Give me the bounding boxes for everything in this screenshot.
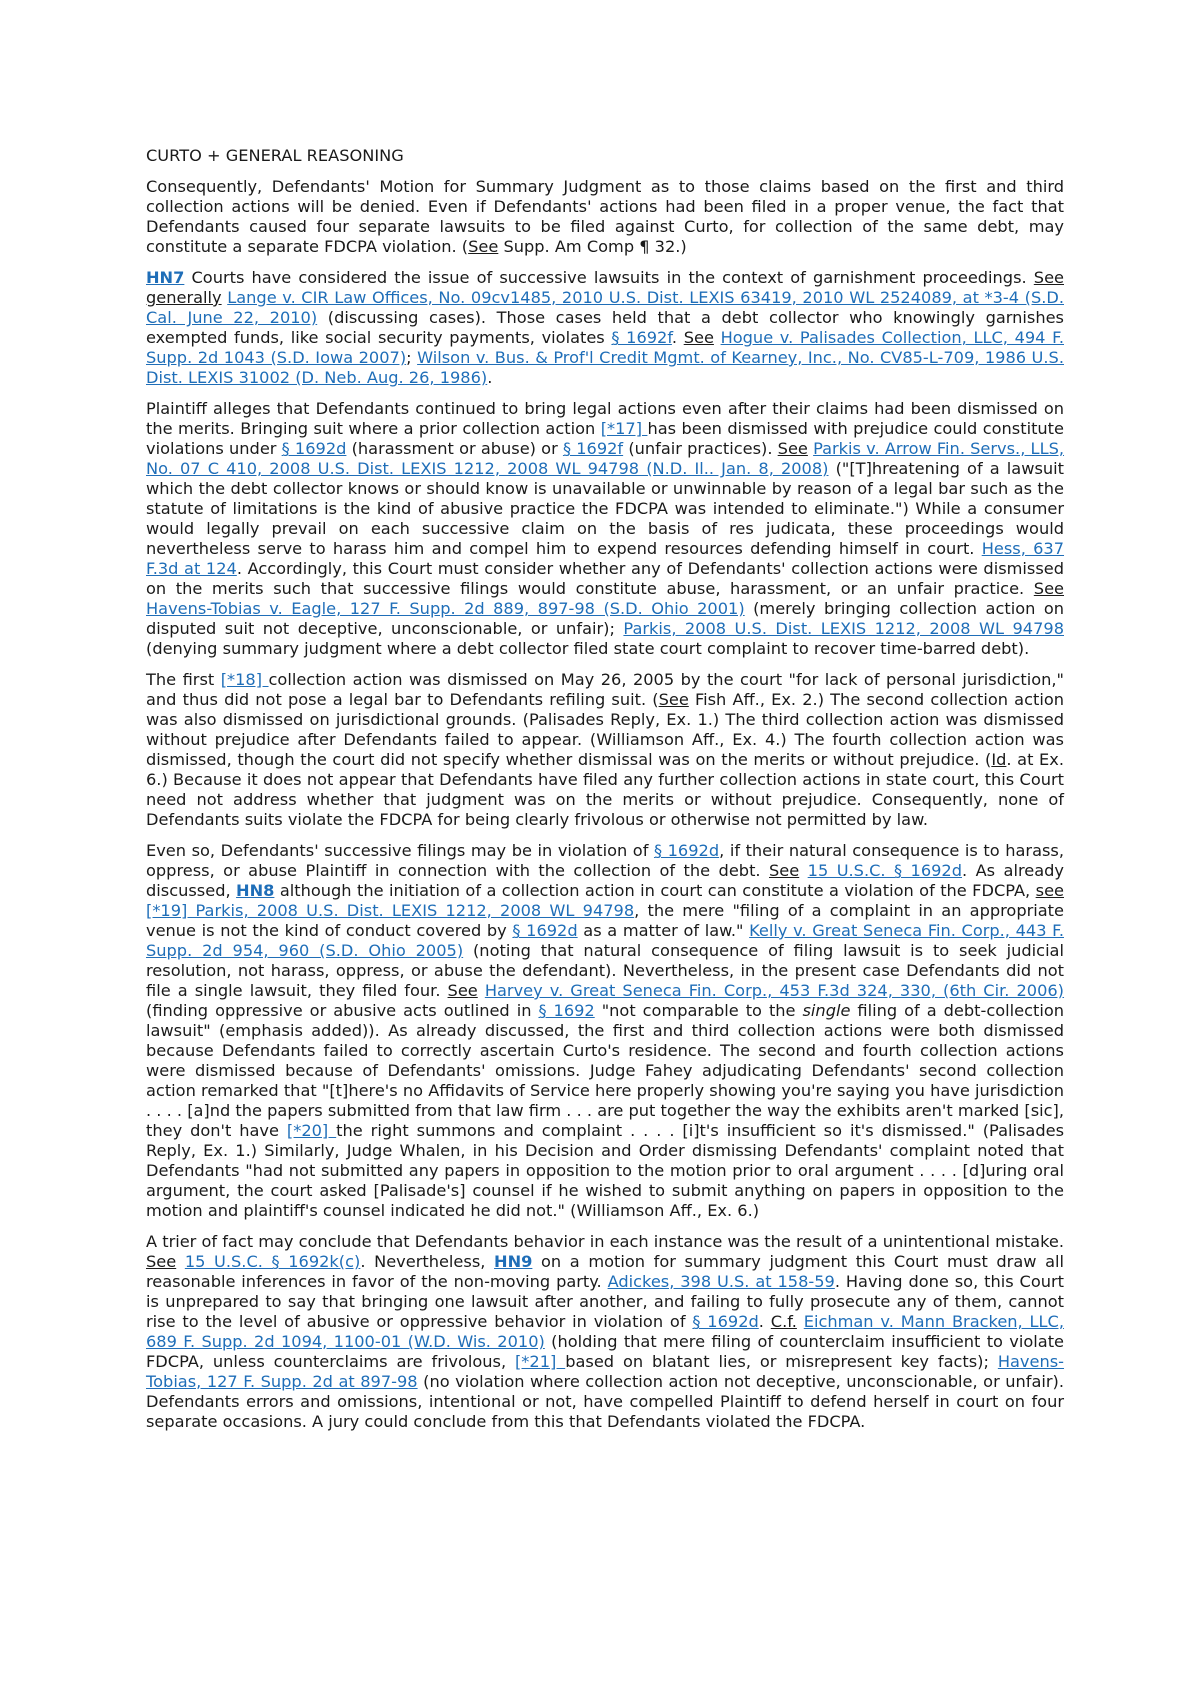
document-page [146,146,1064,1443]
section-heading: CURTO + GENERAL REASONING [146,146,404,165]
citation-link-havens-tobias[interactable]: Havens-Tobias v. Eagle, 127 F. Supp. 2d 889, 897-98 (S.D. Ohio 2001) [146,599,745,618]
statute-link-1692f[interactable]: § 1692f [562,439,624,458]
headnote-link-hn7[interactable]: HN7 [146,268,185,287]
citation-link-parkis-pin-19[interactable]: [*19] Parkis, 2008 U.S. Dist. LEXIS 1212, 2008 WL 94798 [146,901,635,920]
statute-link-1692[interactable]: § 1692 [538,1001,595,1020]
emphasis-single: single [802,1001,851,1020]
citation-link-adickes[interactable]: Adickes, 398 U.S. at 158-59 [607,1272,835,1291]
paragraph-1: Consequently, Defendants' Motion for Summary Judgment as to those claims based on the first and third collection actions will be denied. Even if Defendants' actions had been filed in a proper venue, the fact that Defendants caused four separate lawsuits to be filed against Curto, for collection of the same debt, may constitute a separate FDCPA violation. (See Supp. Am Comp ¶ 32.) [146,177,1064,256]
page-pin-link-20[interactable]: [*20] [286,1121,337,1140]
paragraph-4: The first [*18] collection action was dismissed on May 26, 2005 by the court "for lack of personal jurisdiction," and thus did not pose a legal bar to Defendants refiling suit. (See Fish Aff., Ex. 2.) The second collection action was also dismissed on jurisdictional grounds. (Palisades Reply, Ex. 1.) The third collection action was dismissed without prejudice after Defendants failed to appear. (Williamson Aff., Ex. 4.) The fourth collection action was dismissed, though the court did not specify whether dismissal was on the merits or without prejudice. (Id. at Ex. 6.) Because it does not appear that Defendants have filed any further collection actions in state court, this Court need not address whether that judgment was on the merits or without prejudice. Consequently, none of Defendants suits violate the FDCPA for being clearly frivolous or otherwise not permitted by law. [146,670,1065,829]
statute-link-1692f[interactable]: § 1692f [611,328,672,347]
signal-see: see [1035,881,1064,900]
signal-see: See [769,861,800,880]
statute-link-1692d[interactable]: § 1692d [281,439,347,458]
headnote-link-hn9[interactable]: HN9 [494,1252,533,1271]
citation-link-eichman[interactable]: Eichman v. Mann Bracken, LLC, 689 F. Supp. 2d 1094, 1100-01 (W.D. Wis. 2010) [146,1312,1064,1351]
signal-see: See [447,981,478,1000]
citation-link-hogue[interactable]: Hogue v. Palisades Collection, LLC, 494 F. Supp. 2d 1043 (S.D. Iowa 2007) [146,328,1064,367]
citation-link-lange[interactable]: Lange v. CIR Law Offices, No. 09cv1485, 2010 U.S. Dist. LEXIS 63419, 2010 WL 2524089, at *3-4 (S.D. Cal. June 22, 2010) [146,288,1064,327]
statute-link-1692d[interactable]: § 1692d [692,1312,759,1331]
signal-see: See [777,439,808,458]
citation-link-harvey[interactable]: Harvey v. Great Seneca Fin. Corp., 453 F.3d 324, 330, (6th Cir. 2006) [484,981,1065,1000]
signal-see: See [658,690,689,709]
citation-link-havens-tobias-short[interactable]: Havens-Tobias, 127 F. Supp. 2d at 897-98 [146,1352,1065,1391]
page-pin-link-18[interactable]: [*18] [220,670,269,689]
paragraph-5: Even so, Defendants' successive filings may be in violation of § 1692d, if their natural consequence is to harass, oppress, or abuse Plaintiff in connection with the collection of the debt. See 15 U.S.C. § 1692d. As already discussed, HN8 although the initiation of a collection action in court can constitute a violation of the FDCPA, see [*19] Parkis, 2008 U.S. Dist. LEXIS 1212, 2008 WL 94798, the mere "filing of a complaint in an appropriate venue is not the kind of conduct covered by § 1692d as a matter of law." Kelly v. Great Seneca Fin. Corp., 443 F. Supp. 2d 954, 960 (S.D. Ohio 2005) (noting that natural consequence of filing lawsuit is to seek judicial resolution, not harass, oppress, or abuse the defendant). Nevertheless, in the present case Defendants did not file a single lawsuit, they filed four. See Harvey v. Great Seneca Fin. Corp., 453 F.3d 324, 330, (6th Cir. 2006) (finding oppressive or abusive acts outlined in § 1692 "not comparable to the single filing of a debt-collection lawsuit" (emphasis added)). As already discussed, the first and third collection actions were both dismissed because Defendants failed to correctly ascertain Curto's residence. The second and fourth collection actions were dismissed because of Defendants' omissions. Judge Fahey adjudicating Defendants' second collection action remarked that "[t]here's no Affidavits of Service here properly showing you're saying you have jurisdiction . . . . [a]nd the papers submitted from that law firm . . . are put together the way the exhibits aren't marked [sic], they don't have [*20] the right summons and complaint . . . . [i]t's insufficient so it's dismissed." (Palisades Reply, Ex. 1.) Similarly, Judge Whalen, in his Decision and Order dismissing Defendants' complaint noted that Defendants "had not submitted any papers in opposition to the motion prior to oral argument . . . . [d]uring oral argument, the court asked [Palisade's] counsel if he wished to submit anything on papers in opposition to the motion and plaintiff's counsel indicated he did not." (Williamson Aff., Ex. 6.) [146,841,1065,1220]
citation-link-kelly[interactable]: Kelly v. Great Seneca Fin. Corp., 443 F. Supp. 2d 954, 960 (S.D. Ohio 2005) [146,921,1064,960]
page-pin-link-17[interactable]: [*17] [600,419,648,438]
signal-see: See [146,1252,177,1271]
citation-link-wilson[interactable]: Wilson v. Bus. & Prof'l Credit Mgmt. of Kearney, Inc., No. CV85-L-709, 1986 U.S. Dist. LEXIS 31002 (D. Neb. Aug. 26, 1986) [146,348,1064,387]
signal-see: See [468,237,499,256]
statute-link-1692d[interactable]: § 1692d [512,921,578,940]
statute-link-15-usc-1692d[interactable]: 15 U.S.C. § 1692d [807,861,962,880]
paragraph-2: HN7 Courts have considered the issue of successive lawsuits in the context of garnishment proceedings. See generally Lange v. CIR Law Offices, No. 09cv1485, 2010 U.S. Dist. LEXIS 63419, 2010 WL 2524089, at *3-4 (S.D. Cal. June 22, 2010) (discussing cases). Those cases held that a debt collector who knowingly garnishes exempted funds, like social security payments, violates § 1692f. See Hogue v. Palisades Collection, LLC, 494 F. Supp. 2d 1043 (S.D. Iowa 2007); Wilson v. Bus. & Prof'l Credit Mgmt. of Kearney, Inc., No. CV85-L-709, 1986 U.S. Dist. LEXIS 31002 (D. Neb. Aug. 26, 1986). [146,268,1064,387]
signal-see: See [683,328,714,347]
signal-cf: C.f. [770,1312,797,1331]
signal-id: Id [991,750,1007,769]
paragraph-3: Plaintiff alleges that Defendants continued to bring legal actions even after their claims had been dismissed on the merits. Bringing suit where a prior collection action [*17] has been dismissed with prejudice could constitute violations under § 1692d (harassment or abuse) or § 1692f (unfair practices). See Parkis v. Arrow Fin. Servs., LLS, No. 07 C 410, 2008 U.S. Dist. LEXIS 1212, 2008 WL 94798 (N.D. Il.. Jan. 8, 2008) ("[T]hreatening of a lawsuit which the debt collector knows or should know is unavailable or unwinnable by reason of a legal bar such as the statute of limitations is the kind of abusive practice the FDCPA was intended to eliminate.") While a consumer would legally prevail on each successive claim on the basis of res judicata, these proceedings would nevertheless serve to harass him and compel him to expend resources defending himself in court. Hess, 637 F.3d at 124. Accordingly, this Court must consider whether any of Defendants' collection actions were dismissed on the merits such that successive filings would constitute abuse, harassment, or an unfair practice. See Havens-Tobias v. Eagle, 127 F. Supp. 2d 889, 897-98 (S.D. Ohio 2001) (merely bringing collection action on disputed suit not deceptive, unconscionable, or unfair); Parkis, 2008 U.S. Dist. LEXIS 1212, 2008 WL 94798 (denying summary judgment where a debt collector filed state court complaint to recover time-barred debt). [146,399,1065,658]
citation-link-hess[interactable]: Hess, 637 F.3d at 124 [146,539,1065,578]
statute-link-1692d[interactable]: § 1692d [653,841,720,860]
statute-link-1692k[interactable]: 15 U.S.C. § 1692k(c) [184,1252,361,1271]
signal-see: See [1033,579,1064,598]
signal-see-generally: See generally [146,268,1064,307]
page-pin-link-21[interactable]: [*21] [514,1352,566,1371]
citation-link-parkis[interactable]: Parkis v. Arrow Fin. Servs., LLS, No. 07 C 410, 2008 U.S. Dist. LEXIS 1212, 2008 WL 94798 (N.D. Il.. Jan. 8, 2008) [146,439,1065,478]
citation-link-parkis-short[interactable]: Parkis, 2008 U.S. Dist. LEXIS 1212, 2008 WL 94798 [623,619,1064,638]
headnote-link-hn8[interactable]: HN8 [236,881,275,900]
paragraph-6: A trier of fact may conclude that Defendants behavior in each instance was the result of a unintentional mistake. See 15 U.S.C. § 1692k(c). Nevertheless, HN9 on a motion for summary judgment this Court must draw all reasonable inferences in favor of the non-moving party. Adickes, 398 U.S. at 158-59. Having done so, this Court is unprepared to say that bringing one lawsuit after another, and failing to fully prosecute any of them, cannot rise to the level of abusive or oppressive behavior in violation of § 1692d. C.f. Eichman v. Mann Bracken, LLC, 689 F. Supp. 2d 1094, 1100-01 (W.D. Wis. 2010) (holding that mere filing of counterclaim insufficient to violate FDCPA, unless counterclaims are frivolous, [*21] based on blatant lies, or misrepresent key facts); Havens-Tobias, 127 F. Supp. 2d at 897-98 (no violation where collection action not deceptive, unconscionable, or unfair). Defendants errors and omissions, intentional or not, have compelled Plaintiff to defend herself in court on four separate occasions. A jury could conclude from this that Defendants violated the FDCPA. [146,1232,1065,1431]
